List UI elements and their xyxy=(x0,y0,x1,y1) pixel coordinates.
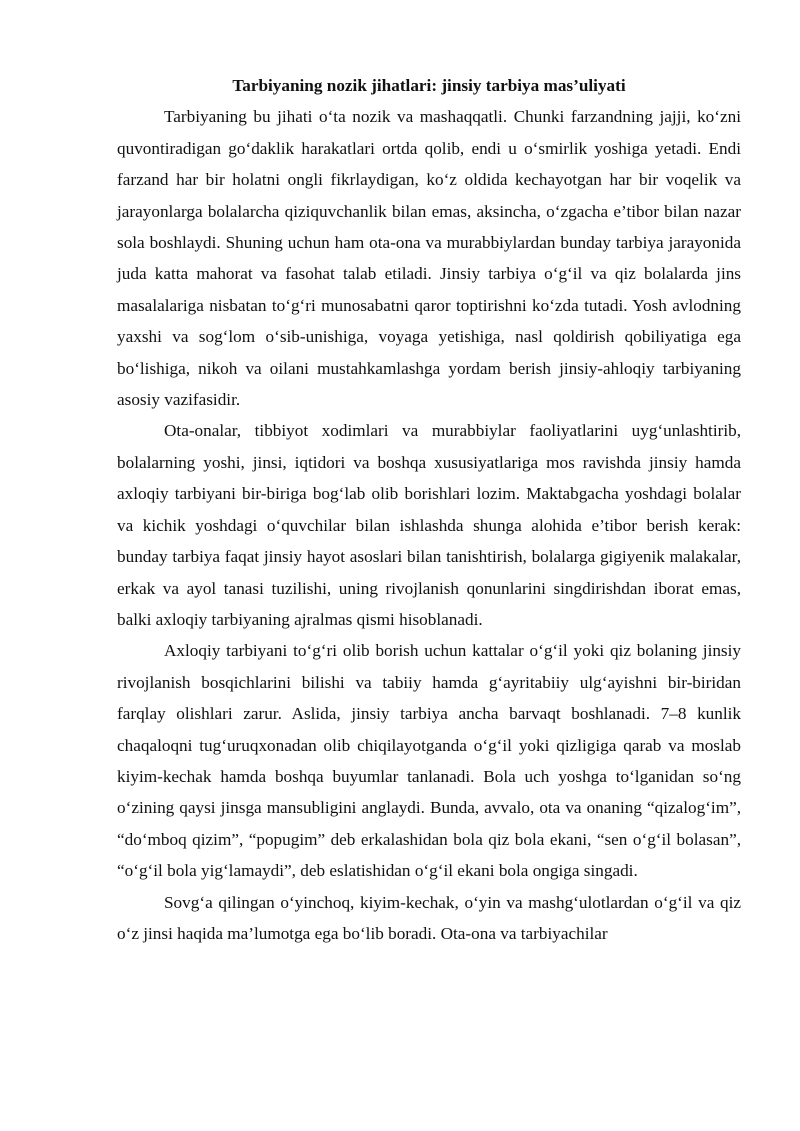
document-page xyxy=(117,70,741,949)
paragraph-1: Tarbiyaning bu jihati o‘ta nozik va mashaqqatli. Chunki farzandning jajji, ko‘zni quvontiradigan go‘daklik harakatlari ortda qolib, endi u o‘smirlik yoshiga yetadi. Endi farzand har bir holatni ongli fikrlaydigan, ko‘z oldida kechayotgan har bir voqelik va jarayonlarga bolalarcha qiziquvchanlik bilan emas, aksincha, o‘zgacha e’tibor bilan nazar sola boshlaydi. Shuning uchun ham ota-ona va murabbiylardan bunday tarbiya jarayonida juda katta mahorat va fasohat talab etiladi. Jinsiy tarbiya o‘g‘il va qiz bolalarda jins masalalariga nisbatan to‘g‘ri munosabatni qaror toptirishni ko‘zda tutadi. Yosh avlodning yaxshi va sog‘lom o‘sib-unishiga, voyaga yetishiga, nasl qoldirish qobiliyatiga ega bo‘lishiga, nikoh va oilani mustahkamlashga yordam berish jinsiy-ahloqiy tarbiyaning asosiy vazifasidir. xyxy=(117,107,741,410)
document-title: Tarbiyaning nozik jihatlari: jinsiy tarbiya mas’uliyati xyxy=(232,76,626,95)
paragraph-3: Axloqiy tarbiyani to‘g‘ri olib borish uchun kattalar o‘g‘il yoki qiz bolaning jinsiy rivojlanish bosqichlarini bilishi va tabiiy hamda g‘ayritabiiy ulg‘ayishni bir-biridan farqlay olishlari zarur. Aslida, jinsiy tarbiya ancha barvaqt boshlanadi. 7–8 kunlik chaqaloqni tug‘uruqxonadan olib chiqilayotganda o‘g‘il yoki qizligiga qarab va moslab kiyim-kechak hamda boshqa buyumlar tanlanadi. Bola uch yoshga to‘lganidan so‘ng o‘zining qaysi jinsga mansubligini anglaydi. Bunda, avvalo, ota va onaning “qizalog‘im”, “do‘mboq qizim”, “popugim” deb erkalashidan bola qiz bola ekani, “sen o‘g‘il bolasan”, “o‘g‘il bola yig‘lamaydi”, deb eslatishidan o‘g‘il ekani bola ongiga singadi. xyxy=(117,641,741,881)
paragraph-2: Ota-onalar, tibbiyot xodimlari va murabbiylar faoliyatlarini uyg‘unlashtirib, bolalarning yoshi, jinsi, iqtidori va boshqa xususiyatlariga mos ravishda jinsiy hamda axloqiy tarbiyani bir-biriga bog‘lab olib borishlari lozim. Maktabgacha yoshdagi bolalar va kichik yoshdagi o‘quvchilar bilan ishlashda shunga alohida e’tibor berish kerak: bunday tarbiya faqat jinsiy hayot asoslari bilan tanishtirish, bolalarga gigiyenik malakalar, erkak va ayol tanasi tuzilishi, uning rivojlanish qonunlarini singdirishdan iborat emas, balki axloqiy tarbiyaning ajralmas qismi hisoblanadi. xyxy=(117,421,741,629)
paragraph-4: Sovg‘a qilingan o‘yinchoq, kiyim-kechak, o‘yin va mashg‘ulotlardan o‘g‘il va qiz o‘z jinsi haqida ma’lumotga ega bo‘lib boradi. Ota-ona va tarbiyachilar xyxy=(117,892,741,943)
